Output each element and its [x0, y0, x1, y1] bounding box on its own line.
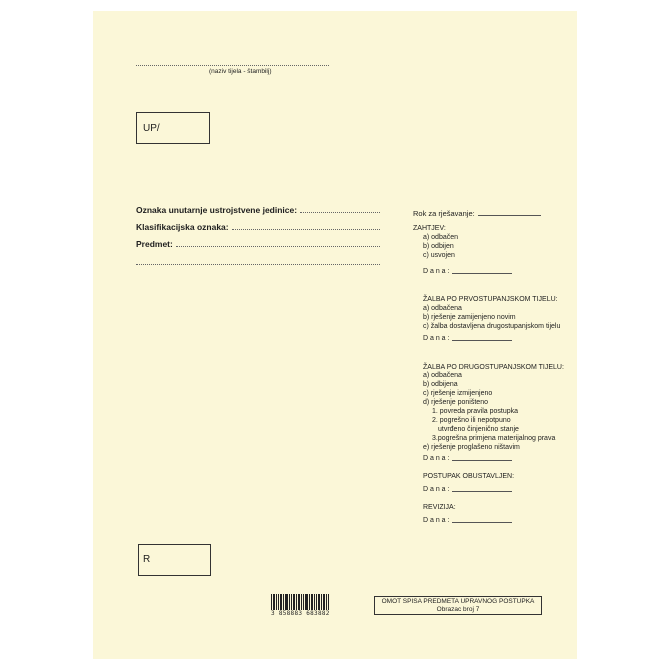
subject-label: Predmet:	[136, 239, 173, 249]
date-label: D a n a :	[423, 517, 450, 524]
date-label: D a n a :	[423, 455, 450, 462]
list-item: c) rješenje izmijenjeno	[423, 390, 493, 397]
list-item: 3.pogrešna primjena materijalnog prava	[432, 435, 556, 442]
list-item: utvrđeno činjenično stanje	[438, 426, 519, 433]
second-appeal-list	[423, 371, 563, 452]
classification-row[interactable]	[136, 222, 380, 232]
list-item: 1. povreda pravila postupka	[432, 408, 518, 415]
list-item: b) odbijena	[423, 381, 458, 388]
list-item: b) odbijen	[423, 243, 454, 250]
date-line	[452, 340, 512, 341]
suspended-title: POSTUPAK OBUSTAVLJEN:	[423, 473, 515, 480]
list-item: c) usvojen	[423, 252, 455, 259]
subject-line	[176, 246, 380, 247]
date-label: D a n a :	[423, 268, 450, 275]
first-appeal-list	[423, 304, 560, 331]
subject-row[interactable]	[136, 239, 380, 249]
org-unit-row[interactable]	[136, 205, 380, 215]
list-item: c) žalba dostavljena drugostupanjskom tijelu	[423, 323, 561, 330]
up-box-label: UP/	[143, 123, 160, 134]
list-item: d) rješenje poništeno	[423, 399, 488, 406]
classification-line	[232, 229, 380, 230]
list-item: a) odbačena	[423, 372, 462, 379]
date-row-5[interactable]	[423, 516, 512, 525]
date-line	[452, 491, 512, 492]
deadline-row[interactable]	[413, 209, 541, 218]
stamp-dotted-line	[136, 65, 329, 66]
form-title: OMOT SPISA PREDMETA UPRAVNOG POSTUPKA	[381, 598, 535, 605]
form-number: Obrazac broj 7	[436, 606, 480, 613]
form-title-box	[374, 596, 542, 615]
list-item: e) rješenje proglašeno ništavim	[423, 444, 520, 451]
date-row-3[interactable]	[423, 454, 512, 463]
r-box[interactable]	[138, 544, 211, 576]
list-item: a) odbačena	[423, 305, 462, 312]
revision-title: REVIZIJA:	[423, 504, 456, 511]
date-row-2[interactable]	[423, 334, 512, 343]
date-line	[452, 273, 512, 274]
date-row-1[interactable]	[423, 267, 512, 276]
deadline-label: Rok za rješavanje:	[413, 209, 475, 218]
date-line	[452, 522, 512, 523]
subject-line-2	[136, 264, 380, 265]
classification-label: Klasifikacijska oznaka:	[136, 222, 229, 232]
date-line	[452, 460, 512, 461]
org-unit-label: Oznaka unutarnje ustrojstvene jedinice:	[136, 205, 298, 215]
date-row-4[interactable]	[423, 485, 512, 494]
list-item: b) rješenje zamijenjeno novim	[423, 314, 516, 321]
date-label: D a n a :	[423, 486, 450, 493]
deadline-line	[478, 215, 541, 216]
org-unit-line	[300, 212, 380, 213]
request-list	[423, 233, 458, 260]
barcode-digits: 3 858883 683882	[271, 610, 330, 617]
stamp-caption: (naziv tijela - štambilj)	[209, 68, 272, 75]
request-title: ZAHTJEV:	[413, 225, 446, 232]
first-appeal-title: ŽALBA PO PRVOSTUPANJSKOM TIJELU:	[423, 296, 558, 303]
list-item: 2. pogrešno ili nepotpuno	[432, 417, 511, 424]
up-box[interactable]	[136, 112, 210, 144]
list-item: a) odbačen	[423, 234, 459, 241]
second-appeal-title: ŽALBA PO DRUGOSTUPANJSKOM TIJELU:	[423, 364, 564, 371]
barcode	[271, 594, 335, 617]
barcode-bars	[271, 594, 335, 610]
r-box-label: R	[143, 554, 151, 565]
date-label: D a n a :	[423, 335, 450, 342]
